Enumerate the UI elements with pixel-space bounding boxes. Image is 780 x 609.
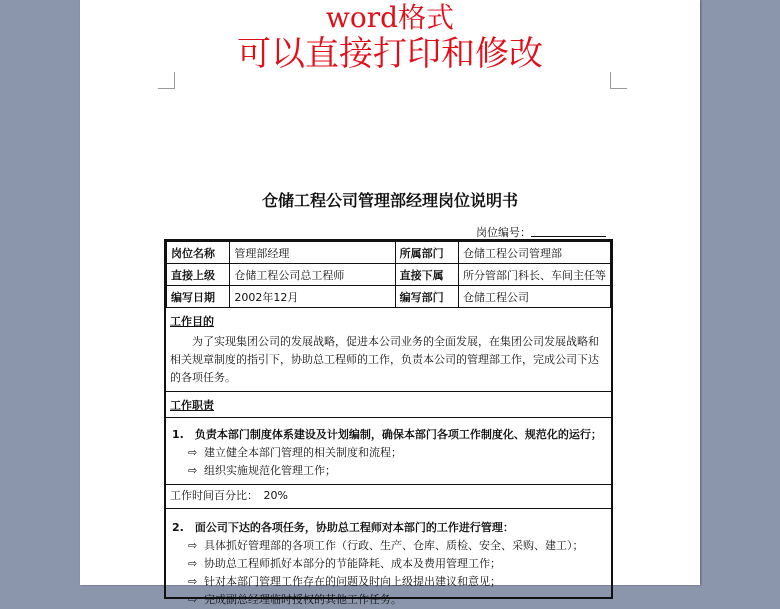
list-item[interactable] xyxy=(166,444,611,462)
document-page xyxy=(80,0,700,606)
table-row xyxy=(167,242,611,264)
list-item-text: 组织实施规范化管理工作； xyxy=(204,464,336,477)
list-item[interactable] xyxy=(166,462,611,480)
table-cell-label[interactable]: 直接上级 xyxy=(167,264,230,286)
arrow-bullet-icon: ⇨ xyxy=(188,464,198,477)
table-cell-value[interactable]: 仓储工程公司总工程师 xyxy=(230,264,395,286)
duties-heading-section xyxy=(166,392,611,418)
list-item[interactable] xyxy=(166,573,611,591)
list-item[interactable] xyxy=(166,591,611,609)
table-cell-label[interactable]: 所属部门 xyxy=(395,242,458,264)
table-cell-value[interactable]: 管理部经理 xyxy=(230,242,395,264)
table-cell-value[interactable]: 仓储工程公司 xyxy=(459,286,611,308)
job-description-frame xyxy=(164,239,613,606)
table-cell-label[interactable]: 岗位名称 xyxy=(167,242,230,264)
margin-corner-mark-left xyxy=(158,72,175,89)
list-item-text: 具体抓好管理部的各项工作（行政、生产、仓库、质检、安全、采购、建工）； xyxy=(204,539,584,552)
list-item-text: 完成副总经理临时授权的其他工作任务。 xyxy=(204,593,402,606)
table-cell-value[interactable]: 2002年12月 xyxy=(230,286,395,308)
table-row xyxy=(167,286,611,308)
table-row xyxy=(167,264,611,286)
promo-line-1: word格式 xyxy=(325,1,455,34)
post-number-blank xyxy=(531,236,606,237)
promo-line-2: 可以直接打印和修改 xyxy=(237,34,543,74)
purpose-heading[interactable]: 工作目的 xyxy=(170,315,214,328)
margin-corner-mark-right xyxy=(610,72,627,89)
list-item-text: 针对本部门管理工作存在的问题及时向上级提出建议和意见； xyxy=(204,575,501,588)
duty-item-2 xyxy=(166,509,611,609)
duties-heading[interactable]: 工作职责 xyxy=(170,399,214,412)
table-cell-label[interactable]: 直接下属 xyxy=(395,264,458,286)
arrow-bullet-icon: ⇨ xyxy=(188,557,198,570)
duty-item-1-time xyxy=(166,485,611,509)
job-info-table xyxy=(166,241,611,308)
purpose-section xyxy=(166,308,611,392)
list-item-text: 建立健全本部门管理的相关制度和流程； xyxy=(204,446,402,459)
table-cell-value[interactable]: 所分管部门科长、车间主任等 xyxy=(459,264,611,286)
table-cell-value[interactable]: 仓储工程公司管理部 xyxy=(459,242,611,264)
document-title[interactable]: 仓储工程公司管理部经理岗位说明书 xyxy=(261,191,518,210)
list-item-text: 协助总工程师抓好本部分的节能降耗、成本及费用管理工作； xyxy=(204,557,501,570)
arrow-bullet-icon: ⇨ xyxy=(188,446,198,459)
arrow-bullet-icon: ⇨ xyxy=(188,575,198,588)
list-item[interactable] xyxy=(166,537,611,555)
duty-item-1-title[interactable]: 1. 负责本部门制度体系建设及计划编制，确保本部门各项工作制度化、规范化的运行； xyxy=(172,428,602,441)
arrow-bullet-icon: ⇨ xyxy=(188,593,198,606)
purpose-text[interactable]: 为了实现集团公司的发展战略，促进本公司业务的全面发展，在集团公司发展战略和相关规章制度的指引下，协助总工程师的工作，负责本公司的管理部工作，完成公司下达的各项任务。 xyxy=(170,335,599,384)
duty-item-2-title[interactable]: 2. 面公司下达的各项任务，协助总工程师对本部门的工作进行管理： xyxy=(172,521,514,534)
table-cell-label[interactable]: 编写部门 xyxy=(395,286,458,308)
duty-item-1 xyxy=(166,418,611,485)
post-number-label[interactable]: 岗位编号： xyxy=(476,226,531,239)
list-item[interactable] xyxy=(166,555,611,573)
time-percentage[interactable]: 工作时间百分比： 20% xyxy=(170,489,288,502)
arrow-bullet-icon: ⇨ xyxy=(188,539,198,552)
table-cell-label[interactable]: 编写日期 xyxy=(167,286,230,308)
